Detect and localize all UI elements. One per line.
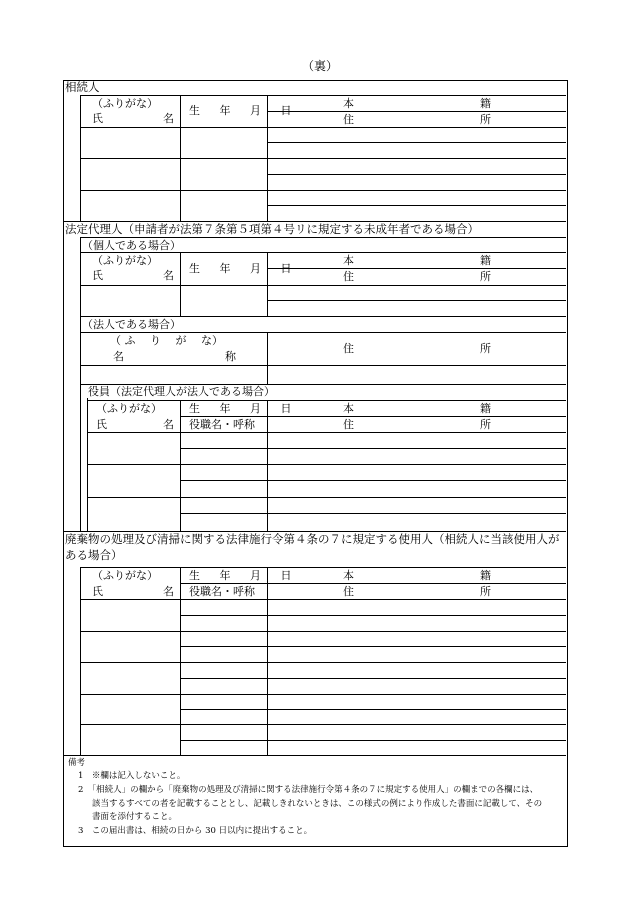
rep-corp-address-sho: 所	[480, 342, 491, 355]
rep-ind-shi-label: 氏	[92, 269, 103, 282]
page-title: （裏）	[302, 59, 339, 73]
rep-ind-honseki-seki: 籍	[480, 254, 491, 267]
rep-ind-birthdate-label: 生 年 月 日	[189, 262, 300, 275]
employee-honseki-seki: 籍	[480, 569, 491, 582]
officer-address-sho: 所	[480, 418, 491, 431]
officer-honseki-seki: 籍	[480, 402, 491, 415]
note-item-2: 2 「相続人」の欄から「廃棄物の処理及び清掃に関する法律施行令第４条の７に規定する使用人」の欄までの各欄には、	[78, 785, 539, 795]
heir-section-title: 相続人	[65, 80, 100, 94]
employee-address-ju: 住	[343, 585, 354, 598]
heir-shi-label: 氏	[92, 112, 103, 125]
note-item-2-cont-2: 書面を添付すること。	[92, 812, 178, 822]
heir-honseki-seki: 籍	[480, 97, 491, 110]
rep-ind-address-ju: 住	[343, 270, 354, 283]
rep-corp-furigana-label: （ ふ り が な）	[110, 334, 223, 347]
rep-corp-address-ju: 住	[343, 342, 354, 355]
rep-ind-na-label: 名	[163, 269, 174, 282]
employee-furigana-label: （ふりがな）	[92, 569, 158, 582]
notes-heading: 備考	[68, 758, 86, 768]
officer-furigana-label: （ふりがな）	[96, 402, 162, 415]
employee-na-label: 名	[163, 585, 174, 598]
legal-rep-section-title: 法定代理人（申請者が法第７条第５項第４号リに規定する未成年者である場合）	[65, 222, 479, 236]
officer-birthdate-label: 生 年 月 日	[189, 402, 300, 415]
heir-na-label: 名	[163, 112, 174, 125]
note-item-2-cont-1: 該当するすべての者を記載することとし、記載しきれないときは、この様式の例により作成した書面に記載して、その	[92, 799, 543, 809]
employee-address-sho: 所	[480, 585, 491, 598]
rep-ind-honseki-hon: 本	[343, 254, 354, 267]
officer-na-label: 名	[163, 418, 174, 431]
heir-honseki-hon: 本	[343, 97, 354, 110]
heir-furigana-label: （ふりがな）	[92, 97, 158, 110]
note-item-1: 1 ※欄は記入しないこと。	[78, 771, 186, 781]
rep-ind-furigana-label: （ふりがな）	[92, 254, 158, 267]
employee-section-title-2: ある場合）	[65, 548, 123, 562]
legal-rep-officers-label: 役員（法定代理人が法人である場合）	[88, 385, 275, 398]
officer-shi-label: 氏	[96, 418, 107, 431]
employee-shi-label: 氏	[92, 585, 103, 598]
rep-corp-mei-label: 名	[113, 350, 124, 363]
heir-address-sho: 所	[480, 113, 491, 126]
employee-section-title-1: 廃棄物の処理及び清掃に関する法律施行令第４条の７に規定する使用人（相続人に当該使用人が	[65, 532, 560, 546]
employee-birthdate-label: 生 年 月 日	[189, 569, 300, 582]
rep-corp-sho-label: 称	[225, 350, 236, 363]
legal-rep-corporate-label: （法人である場合）	[82, 318, 181, 331]
rep-ind-address-sho: 所	[480, 270, 491, 283]
employee-position-label: 役職名・呼称	[189, 585, 255, 598]
employee-honseki-hon: 本	[343, 569, 354, 582]
note-item-3: 3 この届出書は、相続の日から 30 日以内に提出すること。	[78, 826, 313, 836]
officer-position-label: 役職名・呼称	[189, 418, 255, 431]
legal-rep-individual-label: （個人である場合）	[82, 239, 181, 252]
officer-address-ju: 住	[343, 418, 354, 431]
heir-address-ju: 住	[343, 113, 354, 126]
heir-birthdate-label: 生 年 月 日	[189, 104, 300, 117]
officer-honseki-hon: 本	[343, 402, 354, 415]
